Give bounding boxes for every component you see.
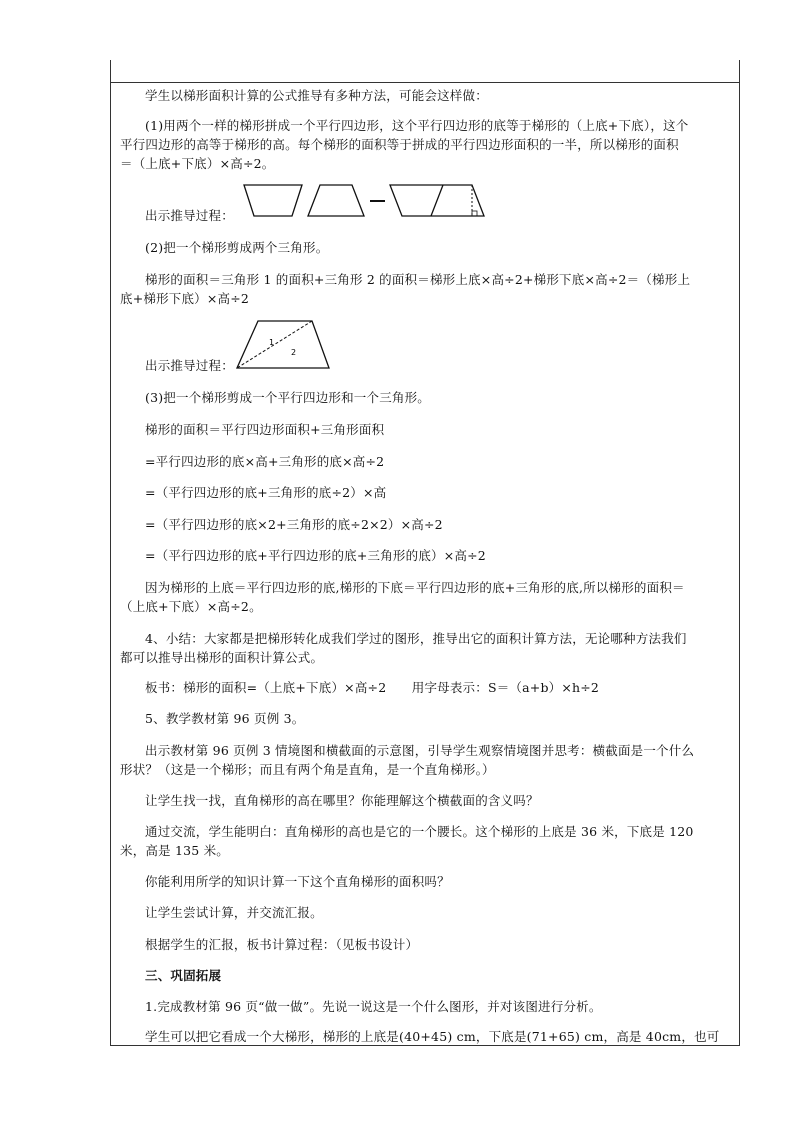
table-border-left-top [110, 60, 111, 82]
example-answer-line2: 米，高是 135 米。 [120, 843, 230, 858]
conclusion-line1: 因为梯形的上底＝平行四边形的底,梯形的下底＝平行四边形的底+三角形的底,所以梯形的面积＝ [145, 580, 685, 595]
example-heading: 5、教学教材第 96 页例 3。 [145, 711, 305, 726]
conclusion-line2: （上底+下底）×高÷2。 [120, 599, 262, 614]
example-intro-line1: 出示教材第 96 页例 3 情境图和横截面的示意图，引导学生观察情境图并思考：横截面是一个什么 [145, 743, 695, 758]
paragraph-intro: 学生以梯形面积计算的公式推导有多种方法，可能会这样做： [145, 88, 488, 103]
example-answer-line1: 通过交流，学生能明白：直角梯形的高也是它的一个腰长。这个梯形的上底是 36 米，下底是 120 [145, 824, 694, 839]
method3-step4: =（平行四边形的底×2+三角形的底÷2×2）×高÷2 [145, 517, 443, 532]
derivation-label-1: 出示推导过程： [145, 208, 234, 223]
example-intro-line2: 形状？（这是一个梯形；而且有两个角是直角，是一个直角梯形。） [120, 762, 495, 777]
exercise-1-analysis: 学生可以把它看成一个大梯形，梯形的上底是(40+45) cm，下底是(71+65) cm，高是 40cm，也可 [145, 1029, 720, 1044]
method3-step5: =（平行四边形的底+平行四边形的底+三角形的底）×高÷2 [145, 548, 486, 563]
section-heading-consolidate: 三、巩固拓展 [145, 968, 222, 983]
method2-formula-line2: 底+梯形下底）×高÷2 [120, 291, 250, 306]
method1-line3: ＝（上底+下底）×高÷2。 [120, 156, 275, 171]
method3-step2: =平行四边形的底×高+三角形的底×高÷2 [145, 454, 385, 469]
example-activity: 让学生尝试计算，并交流汇报。 [145, 905, 323, 920]
summary-line2: 都可以推导出梯形的面积计算公式。 [120, 650, 324, 665]
triangle-label-1: 1 [269, 338, 275, 347]
example-question: 让学生找一找，直角梯形的高在哪里？你能理解这个横截面的含义吗？ [145, 793, 539, 808]
method1-line1: (1)用两个一样的梯形拼成一个平行四边形，这个平行四边形的底等于梯形的（上底+下底），这个 [145, 118, 689, 133]
exercise-1: 1.完成教材第 96 页“做一做”。先说一说这是一个什么图形，并对该图进行分析。 [145, 999, 602, 1014]
derivation-label-2: 出示推导过程： [145, 358, 234, 373]
method3-step3: =（平行四边形的底+三角形的底÷2）×高 [145, 485, 387, 500]
example-board: 根据学生的汇报，板书计算过程：（见板书设计） [145, 937, 419, 952]
example-prompt: 你能利用所学的知识计算一下这个直角梯形的面积吗？ [145, 874, 450, 889]
board-formula: 板书：梯形的面积=（上底+下底）×高÷2 用字母表示：S＝（a+b）×h÷2 [145, 680, 600, 695]
summary-line1: 4、小结：大家都是把梯形转化成我们学过的图形，推导出它的面积计算方法，无论哪种方法我们 [145, 631, 687, 646]
method1-line2: 平行四边形的高等于梯形的高。每个梯形的面积等于拼成的平行四边形面积的一半，所以梯形的面积 [120, 137, 679, 152]
method3-step1: 梯形的面积＝平行四边形面积+三角形面积 [145, 422, 385, 437]
method2-heading: (2)把一个梯形剪成两个三角形。 [145, 240, 329, 255]
method3-heading: (3)把一个梯形剪成一个平行四边形和一个三角形。 [145, 390, 431, 405]
triangle-label-2: 2 [291, 348, 297, 357]
method2-formula-line1: 梯形的面积＝三角形 1 的面积+三角形 2 的面积＝梯形上底×高÷2+梯形下底×高÷2＝（梯形上 [145, 272, 691, 287]
table-border-right-top [739, 60, 740, 82]
